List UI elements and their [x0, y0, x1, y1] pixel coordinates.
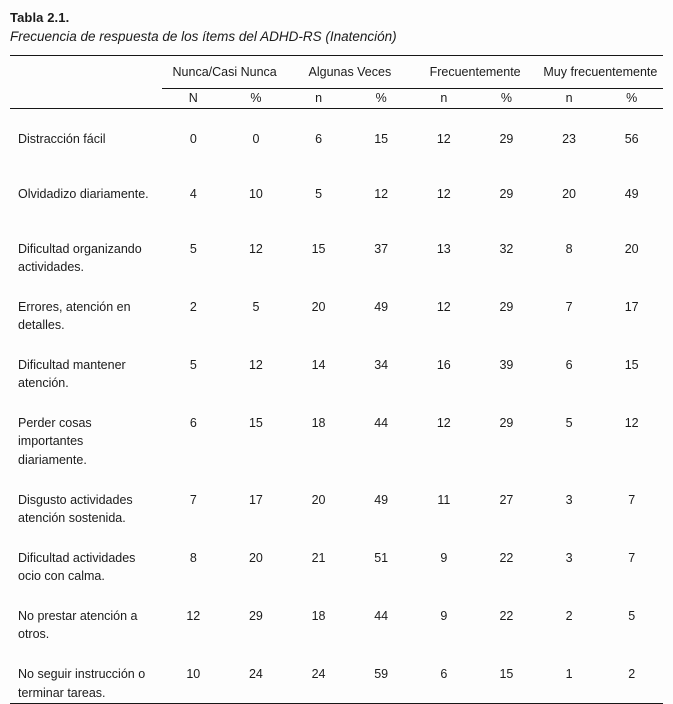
- table-caption: Frecuencia de respuesta de los ítems del ADHD-RS (Inatención): [10, 29, 397, 44]
- row-label: No seguir instrucción o terminar tareas.: [10, 644, 162, 703]
- row-value: 15: [248, 416, 263, 431]
- row-value: 6: [565, 358, 573, 372]
- table-number: Tabla 2.1.: [10, 10, 70, 25]
- row-value: 18: [311, 609, 326, 624]
- row-value: 16: [436, 358, 451, 372]
- row-value: 20: [624, 241, 639, 256]
- row-label: No prestar atención a otros.: [18, 609, 138, 642]
- row-label: Dificultad mantener atención.: [18, 358, 126, 391]
- row-value: 12: [374, 186, 389, 201]
- row-value: 5: [189, 358, 197, 372]
- row-value: 22: [499, 550, 514, 565]
- row-value: 24: [287, 644, 350, 703]
- row-value: 7: [189, 492, 197, 507]
- row-value: 20: [311, 299, 326, 314]
- row-value: 0: [252, 132, 260, 146]
- row-value: 12: [248, 241, 263, 256]
- row-value: 49: [374, 492, 389, 507]
- row-value: 8: [189, 550, 197, 565]
- row-value: 6: [413, 644, 476, 703]
- table-row: [10, 393, 663, 469]
- row-value: 12: [436, 299, 451, 314]
- row-label: Perder cosas importantes diariamente.: [18, 416, 92, 467]
- row-value: 17: [248, 492, 263, 507]
- table-body: [10, 109, 663, 704]
- row-value: 12: [436, 132, 451, 146]
- row-value: 12: [436, 186, 451, 201]
- group-header-nunca: Nunca/Casi Nunca: [162, 56, 287, 89]
- row-value: 15: [311, 241, 326, 256]
- subheader-n-0: N: [162, 89, 225, 109]
- table-row: [10, 644, 663, 703]
- table-head: [10, 56, 663, 109]
- row-value: 18: [311, 416, 326, 431]
- row-value: 29: [499, 186, 514, 201]
- table-row: [10, 528, 663, 586]
- row-value: 49: [374, 299, 389, 314]
- row-label: Distracción fácil: [18, 132, 106, 146]
- row-value: 12: [248, 358, 263, 372]
- row-value: 29: [248, 609, 263, 624]
- row-value: 15: [374, 132, 389, 146]
- row-value: 34: [374, 358, 389, 372]
- row-value: 20: [562, 186, 577, 201]
- row-value: 12: [186, 609, 201, 624]
- row-value: 7: [628, 492, 636, 507]
- row-value: 23: [562, 132, 577, 146]
- row-value: 10: [162, 644, 225, 703]
- row-value: 22: [499, 609, 514, 624]
- subheader-n-2: n: [413, 89, 476, 109]
- row-value: 37: [374, 241, 389, 256]
- group-header-muy-frecuentemente: Muy frecuentemente: [538, 56, 663, 89]
- row-value: 3: [565, 550, 573, 565]
- row-value: 5: [315, 186, 323, 201]
- subheader-n-3: n: [538, 89, 601, 109]
- row-value: 15: [624, 358, 639, 372]
- subheader-pct-2: %: [475, 89, 538, 109]
- row-value: 27: [499, 492, 514, 507]
- subheader-pct-0: %: [225, 89, 288, 109]
- table-row: [10, 109, 663, 164]
- group-header-algunas-veces: Algunas Veces: [287, 56, 412, 89]
- row-value: 2: [189, 299, 197, 314]
- row-value: 14: [311, 358, 326, 372]
- row-value: 8: [565, 241, 573, 256]
- row-value: 7: [565, 299, 573, 314]
- row-value: 1: [538, 644, 601, 703]
- group-header-frecuentemente: Frecuentemente: [413, 56, 538, 89]
- row-value: 5: [189, 241, 197, 256]
- row-label: Errores, atención en detalles.: [18, 299, 131, 332]
- row-value: 59: [350, 644, 413, 703]
- row-value: 9: [440, 550, 448, 565]
- table-row: [10, 219, 663, 277]
- row-label: Dificultad organizando actividades.: [18, 241, 142, 274]
- row-value: 56: [624, 132, 639, 146]
- row-value: 44: [374, 609, 389, 624]
- table-row: [10, 277, 663, 335]
- table-header-block: [10, 10, 663, 46]
- frequency-table: [10, 55, 663, 704]
- subheader-n-1: n: [287, 89, 350, 109]
- row-label: Dificultad actividades ocio con calma.: [18, 550, 136, 583]
- row-value: 29: [499, 416, 514, 431]
- row-value: 5: [252, 299, 260, 314]
- row-value: 2: [565, 609, 573, 624]
- row-value: 51: [374, 550, 389, 565]
- row-value: 4: [189, 186, 197, 201]
- row-value: 12: [624, 416, 639, 431]
- table-row: [10, 470, 663, 528]
- row-label: Disgusto actividades atención sostenida.: [18, 492, 133, 525]
- row-value: 5: [565, 416, 573, 431]
- row-value: 17: [624, 299, 639, 314]
- row-value: 39: [499, 358, 514, 372]
- row-value: 10: [248, 186, 263, 201]
- row-value: 44: [374, 416, 389, 431]
- row-value: 29: [499, 299, 514, 314]
- table-row: [10, 335, 663, 393]
- row-value: 6: [189, 416, 197, 431]
- row-value: 13: [436, 241, 451, 256]
- row-value: 21: [311, 550, 326, 565]
- row-value: 11: [437, 492, 451, 507]
- row-value: 15: [475, 644, 538, 703]
- row-value: 32: [499, 241, 514, 256]
- row-value: 2: [600, 644, 663, 703]
- group-header-row: [10, 56, 663, 89]
- row-value: 29: [499, 132, 514, 146]
- row-value: 5: [628, 609, 636, 624]
- row-value: 7: [628, 550, 636, 565]
- corner-empty-cell: [10, 56, 162, 89]
- row-value: 12: [436, 416, 451, 431]
- subheader-empty-cell: [10, 89, 162, 109]
- subheader-pct-1: %: [350, 89, 413, 109]
- row-value: 49: [624, 186, 639, 201]
- table-row: [10, 586, 663, 644]
- subheader-pct-3: %: [600, 89, 663, 109]
- row-value: 0: [189, 132, 197, 146]
- row-value: 20: [311, 492, 326, 507]
- row-value: 6: [315, 132, 323, 146]
- row-value: 20: [248, 550, 263, 565]
- subheader-row: [10, 89, 663, 109]
- row-value: 3: [565, 492, 573, 507]
- row-value: 9: [440, 609, 448, 624]
- table-row: [10, 164, 663, 219]
- row-value: 24: [225, 644, 288, 703]
- row-label: Olvidadizo diariamente.: [18, 186, 149, 201]
